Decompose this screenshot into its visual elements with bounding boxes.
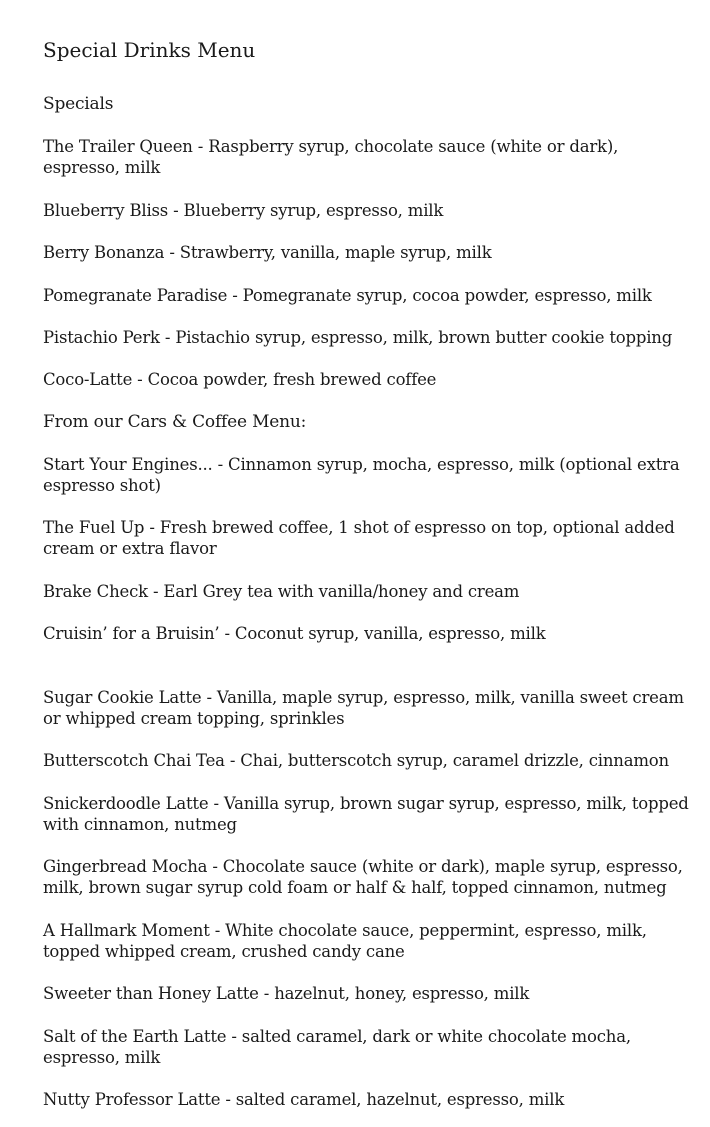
menu-item-start-your-engines: Start Your Engines... - Cinnamon syrup, mocha, espresso, milk (optional extra espresso shot) (43, 455, 680, 495)
menu-item-sweeter-than-honey: Sweeter than Honey Latte - hazelnut, honey, espresso, milk (43, 984, 530, 1003)
menu-item-sugar-cookie-latte: Sugar Cookie Latte - Vanilla, maple syrup, espresso, milk, vanilla sweet cream or whipped cream topping, sprinkles (43, 688, 684, 728)
menu-item-pistachio-perk: Pistachio Perk - Pistachio syrup, espresso, milk, brown butter cookie topping (43, 328, 673, 347)
menu-item-pomegranate-paradise: Pomegranate Paradise - Pomegranate syrup, cocoa powder, espresso, milk (43, 286, 652, 305)
menu-item-trailer-queen: The Trailer Queen - Raspberry syrup, chocolate sauce (white or dark), espresso, milk (43, 137, 619, 177)
page-title: Special Drinks Menu (43, 38, 256, 62)
menu-item-fuel-up: The Fuel Up - Fresh brewed coffee, 1 shot of espresso on top, optional added cream or extra flavor (43, 518, 675, 558)
menu-item-hallmark-moment: A Hallmark Moment - White chocolate sauce, peppermint, espresso, milk, topped whipped cream, crushed candy cane (43, 921, 647, 961)
menu-item-gingerbread-mocha: Gingerbread Mocha - Chocolate sauce (white or dark), maple syrup, espresso, milk, brown sugar syrup cold foam or half & half, topped cinnamon, nutmeg (43, 857, 683, 897)
menu-item-coco-latte: Coco-Latte - Cocoa powder, fresh brewed coffee (43, 370, 437, 389)
specials-heading: Specials (43, 94, 114, 114)
menu-item-butterscotch-chai: Butterscotch Chai Tea - Chai, butterscotch syrup, caramel drizzle, cinnamon (43, 751, 669, 770)
menu-item-blueberry-bliss: Blueberry Bliss - Blueberry syrup, espresso, milk (43, 201, 444, 220)
menu-item-snickerdoodle-latte: Snickerdoodle Latte - Vanilla syrup, brown sugar syrup, espresso, milk, topped with cinnamon, nutmeg (43, 794, 689, 834)
menu-item-brake-check: Brake Check - Earl Grey tea with vanilla/honey and cream (43, 582, 520, 601)
menu-item-cruisin: Cruisin’ for a Bruisin’ - Coconut syrup, vanilla, espresso, milk (43, 624, 546, 643)
cars-coffee-heading: From our Cars & Coffee Menu: (43, 412, 307, 432)
menu-item-salt-of-the-earth: Salt of the Earth Latte - salted caramel, dark or white chocolate mocha, espresso, milk (43, 1027, 631, 1067)
menu-item-berry-bonanza: Berry Bonanza - Strawberry, vanilla, maple syrup, milk (43, 243, 492, 262)
menu-item-nutty-professor: Nutty Professor Latte - salted caramel, hazelnut, espresso, milk (43, 1090, 565, 1109)
